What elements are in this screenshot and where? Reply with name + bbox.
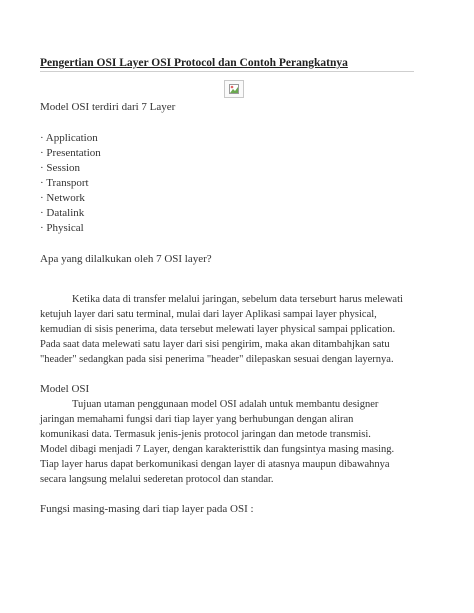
paragraph-line: "header" sedangkan pada sisi penerima "header" dilepaskan sesuai dengan layernya. xyxy=(40,354,394,365)
paragraph-purpose xyxy=(40,397,440,487)
paragraph-line: kemudian di sisis penerima, data tersebut melewati layer physical sampai pplication. xyxy=(40,324,396,335)
list-item: · Application xyxy=(40,132,98,144)
list-item: · Physical xyxy=(40,222,84,234)
paragraph-line: jaringan memahami fungsi dari tiap layer yang berhubungan dengan aliran xyxy=(40,414,354,425)
paragraph-line: Tiap layer harus dapat berkomunikasi dengan layer di atasnya maupun dibawahnya xyxy=(40,459,390,470)
list-item: · Presentation xyxy=(40,147,101,159)
paragraph-transfer xyxy=(40,292,440,367)
paragraph-line: Ketika data di transfer melalui jaringan, sebelum data terseburt harus melewati xyxy=(72,294,403,305)
title-divider xyxy=(40,71,414,72)
layer-list xyxy=(40,131,101,236)
broken-image-icon xyxy=(229,84,239,94)
broken-image-placeholder xyxy=(224,80,244,98)
paragraph-line: Model dibagi menjadi 7 Layer, dengan karakteristtik dan fungsintya masing masing. xyxy=(40,444,395,455)
list-item: · Datalink xyxy=(40,207,85,219)
document-title: Pengertian OSI Layer OSI Protocol dan Contoh Perangkatnya xyxy=(40,57,348,69)
list-item: · Session xyxy=(40,162,81,174)
list-item: · Network xyxy=(40,192,85,204)
list-item: · Transport xyxy=(40,177,89,189)
paragraph-line: komunikasi data. Termasuk jenis-jenis protocol jaringan dan metode transmisi. xyxy=(40,429,371,440)
paragraph-line: secara langsung melalui sederetan protocol dan standar. xyxy=(40,474,274,485)
paragraph-line: ketujuh layer dari satu terminal, mulai dari layer Aplikasi sampai layer physical, xyxy=(40,309,377,320)
paragraph-line: Tujuan utaman penggunaan model OSI adalah untuk membantu designer xyxy=(72,399,379,410)
paragraph-line: Pada saat data melewati satu layer dari sisi pengirim, maka akan ditambahjkan satu xyxy=(40,339,390,350)
section-heading-model-osi: Model OSI xyxy=(40,383,90,395)
section-heading-fungsi: Fungsi masing-masing dari tiap layer pada OSI : xyxy=(40,503,254,515)
intro-text: Model OSI terdiri dari 7 Layer xyxy=(40,101,176,113)
question-text: Apa yang dilalkukan oleh 7 OSI layer? xyxy=(40,253,212,265)
